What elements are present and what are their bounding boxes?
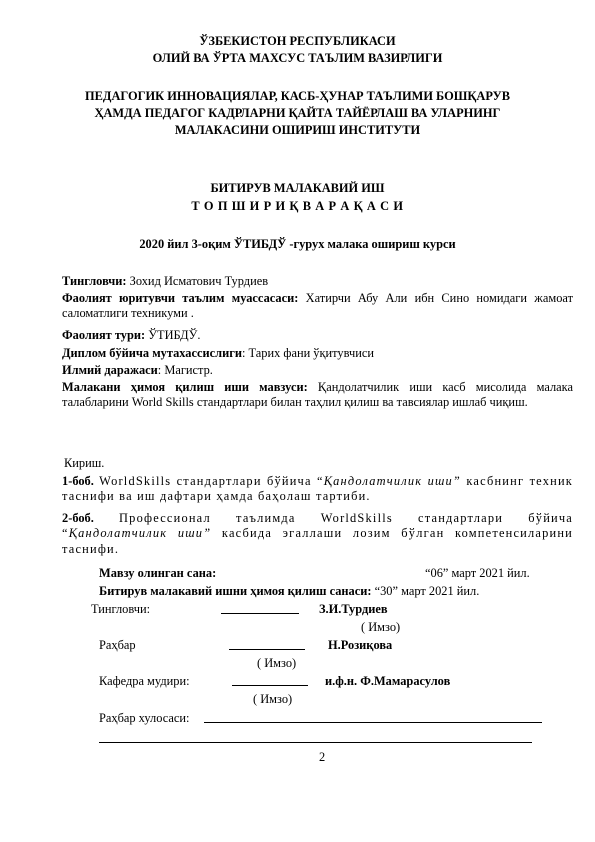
supervisor-signature-line bbox=[229, 638, 305, 654]
department-head-name: и.ф.н. Ф.Мамарасулов bbox=[325, 674, 451, 688]
workplace-row bbox=[62, 291, 573, 322]
supervisor-name: Н.Розиқова bbox=[328, 638, 393, 652]
degree-value: : Магистр. bbox=[157, 363, 213, 377]
chapter-1-text-b: касбнинг техник таснифи ва иш дафтари ҳамда баҳолаш тартиби. bbox=[62, 474, 573, 504]
intro-line: Кириш. bbox=[64, 456, 105, 470]
trainee-value: Зохид Исматович Турдиев bbox=[126, 274, 269, 288]
document-subtitle: Т О П Ш И Р И Қ В А Р А Қ А С И bbox=[191, 199, 404, 213]
institute-line-1: ПЕДАГОГИК ИННОВАЦИЯЛАР, КАСБ-ҲУНАР ТАЪЛИМИ БОШҚАРУВ bbox=[85, 89, 510, 103]
signature-caption-2: ( Имзо) bbox=[257, 656, 297, 670]
chapter-2-text-b: касбида эгаллаши лозим бўлган компетенсиларини таснифи. bbox=[62, 526, 573, 556]
specialty-label: Диплом бўйича мутахассислиги bbox=[62, 346, 242, 360]
signature-caption-3: ( Имзо) bbox=[253, 692, 293, 706]
conclusion-label: Раҳбар хулосаси: bbox=[99, 711, 190, 725]
defense-date-value: “30” март 2021 йил. bbox=[371, 584, 480, 598]
trainee-row bbox=[62, 274, 268, 289]
defense-date-label: Битирув малакавий ишни ҳимоя қилиш санаси: bbox=[99, 584, 372, 598]
page-number: 2 bbox=[319, 750, 326, 764]
chapter-2-text-a: Профессионал таълимда WorldSkills стандартлари бўйича “ bbox=[62, 511, 573, 541]
document-title: БИТИРУВ МАЛАКАВИЙ ИШ bbox=[210, 181, 385, 195]
institute-line-3: МАЛАКАСИНИ ОШИРИШ ИНСТИТУТИ bbox=[174, 123, 421, 137]
degree-label: Илмий даражаси bbox=[62, 363, 158, 377]
degree-row bbox=[62, 363, 213, 378]
workplace-label: Фаолият юритувчи таълим муассасаси: bbox=[62, 291, 299, 305]
department-head-label: Кафедра мудири: bbox=[99, 674, 190, 688]
ministry-line-1: ЎЗБЕКИСТОН РЕСПУБЛИКАСИ bbox=[199, 34, 396, 48]
topic-value: Қандолатчилик иши касб мисолида малака талабларини World Skills стандартлари билан таҳлил қилиш ва тавсиялар ишлаб чиқиш. bbox=[62, 380, 573, 410]
activity-value: ЎТИБДЎ. bbox=[145, 328, 201, 342]
topic-label: Малакани ҳимоя қилиш иши мавзуси: bbox=[62, 380, 308, 394]
supervisor-label: Раҳбар bbox=[99, 638, 136, 652]
footer-trainee-name: З.И.Турдиев bbox=[319, 602, 388, 616]
department-head-signature-line bbox=[232, 674, 308, 690]
institute-line-2: ҲАМДА ПЕДАГОГ КАДРЛАРНИ ҚАЙТА ТАЙЁРЛАШ ВА УЛАРНИНГ bbox=[94, 106, 501, 120]
received-date-label: Мавзу олинган сана: bbox=[99, 566, 217, 580]
specialty-value: : Тарих фани ўқитувчиси bbox=[242, 346, 374, 360]
defense-date-row bbox=[99, 584, 479, 599]
received-date-value: “06” март 2021 йил. bbox=[425, 566, 530, 580]
activity-label: Фаолият тури: bbox=[62, 328, 146, 342]
chapter-2-label: 2-боб. bbox=[62, 511, 94, 525]
chapter-1-text-a: WorldSkills стандартлари бўйича “ bbox=[93, 474, 324, 488]
conclusion-line-2 bbox=[99, 742, 532, 743]
course-line: 2020 йил 3-оқим ЎТИБДЎ -гурух малака ошириш курси bbox=[139, 237, 456, 251]
chapter-1-label: 1-боб. bbox=[62, 474, 94, 488]
chapter-1-italic: Қандолатчилик иши” bbox=[323, 474, 462, 488]
activity-row bbox=[62, 328, 200, 343]
ministry-line-2: ОЛИЙ ВА ЎРТА МАХСУС ТАЪЛИМ ВАЗИРЛИГИ bbox=[152, 51, 443, 65]
chapter-2-italic: Қандолатчилик иши” bbox=[68, 526, 212, 541]
signature-caption-1: ( Имзо) bbox=[361, 620, 401, 634]
conclusion-line-1 bbox=[204, 722, 542, 723]
topic-row bbox=[62, 380, 573, 411]
footer-trainee-label: Тингловчи: bbox=[91, 602, 151, 616]
workplace-value: Хатирчи Абу Али ибн Сино номидаги жамоат саломатлиги техникуми . bbox=[62, 291, 573, 321]
trainee-signature-line bbox=[221, 602, 299, 618]
specialty-row bbox=[62, 346, 374, 361]
chapter-1 bbox=[62, 474, 573, 505]
trainee-label: Тингловчи: bbox=[62, 274, 127, 288]
chapter-2 bbox=[62, 511, 573, 557]
